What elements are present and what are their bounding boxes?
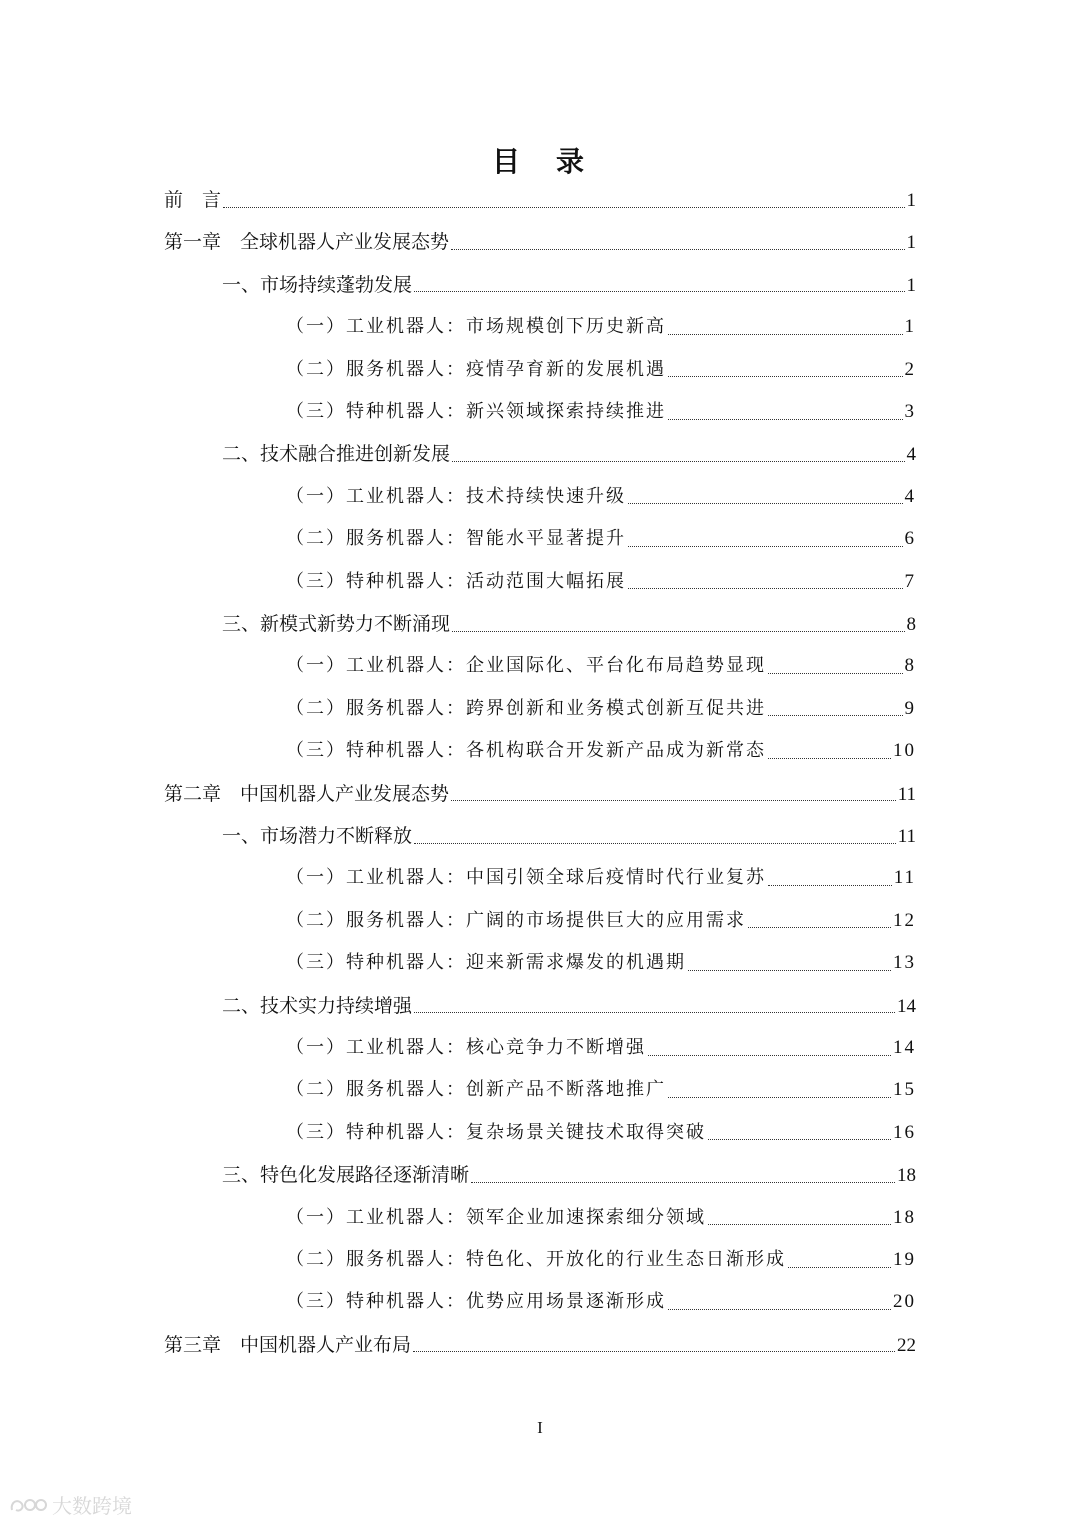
toc-entry[interactable]	[222, 989, 916, 1023]
toc-entry-label: 第一章 全球机器人产业发展态势	[164, 231, 450, 254]
toc-entry-label: 第三章 中国机器人产业布局	[164, 1333, 412, 1356]
toc-entry-label: （三）特种机器人：优势应用场景逐渐形成	[286, 1291, 666, 1313]
toc-entry-page: 10	[893, 740, 916, 762]
toc-leader-dots	[223, 207, 904, 208]
toc-entry-label: （一）工业机器人：领军企业加速探索细分领域	[286, 1206, 706, 1228]
toc-entry[interactable]	[222, 819, 916, 853]
toc-entry-label: 一、市场持续蓬勃发展	[222, 273, 413, 296]
toc-leader-dots	[668, 376, 903, 377]
toc-entry-page: 19	[893, 1249, 916, 1270]
toc-leader-dots	[768, 715, 903, 716]
toc-leader-dots	[628, 588, 903, 589]
toc-leader-dots	[668, 1309, 891, 1310]
toc-entry-label: （一）工业机器人：技术持续快速升级	[286, 485, 626, 507]
toc-leader-dots	[748, 927, 891, 928]
toc-entry-page: 9	[904, 697, 916, 719]
toc-entry-label: （二）服务机器人：特色化、开放化的行业生态日渐形成	[286, 1249, 786, 1270]
toc-leader-dots	[788, 1267, 891, 1268]
toc-entry-page: 3	[904, 401, 916, 422]
toc-entry-page: 7	[904, 570, 916, 592]
toc-leader-dots	[471, 1182, 895, 1183]
toc-entry-label: （三）特种机器人：新兴领域探索持续推进	[286, 401, 666, 422]
toc-entry-label: 第二章 中国机器人产业发展态势	[164, 782, 450, 805]
toc-leader-dots	[688, 970, 891, 971]
toc-entry-label: 三、特色化发展路径逐渐清晰	[222, 1164, 470, 1187]
toc-entry-label: （三）特种机器人：迎来新需求爆发的机遇期	[286, 952, 686, 974]
toc-entry-label: （二）服务机器人：广阔的市场提供巨大的应用需求	[286, 909, 746, 931]
toc-entry-page: 4	[906, 444, 916, 466]
toc-entry-page: 4	[904, 485, 916, 507]
toc-entry-page: 1	[906, 274, 916, 296]
toc-leader-dots	[628, 503, 903, 504]
toc-leader-dots	[768, 673, 903, 674]
toc-leader-dots	[768, 758, 891, 759]
toc-leader-dots	[451, 800, 896, 801]
toc-entry[interactable]	[164, 1328, 916, 1362]
toc-leader-dots	[414, 843, 896, 844]
toc-entry-page: 15	[893, 1079, 916, 1101]
toc-entry[interactable]	[286, 649, 916, 683]
toc-entry-label: （二）服务机器人：跨界创新和业务模式创新互促共进	[286, 697, 766, 719]
toc-entry-page: 18	[897, 1165, 916, 1187]
toc-entry-page: 6	[904, 528, 916, 550]
toc-entry[interactable]	[286, 310, 916, 344]
toc-entry[interactable]	[286, 1073, 916, 1107]
toc-entry-label: 二、技术实力持续增强	[222, 994, 413, 1017]
toc-entry[interactable]	[286, 480, 916, 514]
toc-title: 目 录	[491, 145, 588, 178]
toc-entry[interactable]	[286, 734, 916, 768]
toc-entry[interactable]	[286, 861, 916, 895]
toc-entry-page: 18	[893, 1206, 916, 1228]
toc-entry-page: 11	[897, 826, 916, 847]
toc-entry-page: 14	[897, 995, 916, 1017]
toc-entry-page: 1	[904, 316, 916, 338]
toc-entry-page: 8	[906, 614, 916, 635]
toc-entry[interactable]	[222, 1158, 916, 1192]
toc-entry-label: （二）服务机器人：创新产品不断落地推广	[286, 1079, 666, 1101]
toc-entry-label: （一）工业机器人：中国引领全球后疫情时代行业复苏	[286, 867, 766, 889]
toc-leader-dots	[414, 291, 904, 292]
toc-entry[interactable]	[286, 904, 916, 938]
watermark-text: 大数跨境	[52, 1494, 132, 1518]
toc-entry-label: 前 言	[164, 189, 222, 211]
toc-leader-dots	[668, 419, 903, 420]
toc-entry-label: （一）工业机器人：企业国际化、平台化布局趋势显现	[286, 655, 766, 677]
toc-leader-dots	[451, 249, 904, 250]
toc-entry[interactable]	[164, 225, 916, 259]
toc-entry-page: 11	[897, 783, 916, 805]
toc-entry[interactable]	[286, 353, 916, 387]
toc-leader-dots	[452, 631, 904, 632]
toc-leader-dots	[452, 461, 904, 462]
toc-entry-label: 一、市场潜力不断释放	[222, 825, 413, 847]
toc-entry-page: 8	[904, 655, 916, 677]
toc-entry[interactable]	[286, 1201, 916, 1235]
toc-entry-page: 2	[904, 358, 916, 380]
toc-leader-dots	[668, 334, 903, 335]
toc-entry[interactable]	[286, 1243, 916, 1277]
toc-entry-page: 1	[906, 190, 916, 211]
toc-entry-page: 16	[893, 1121, 916, 1143]
toc-leader-dots	[708, 1224, 891, 1225]
toc-entry-label: （三）特种机器人：各机构联合开发新产品成为新常态	[286, 740, 766, 762]
toc-leader-dots	[414, 1012, 895, 1013]
toc-entry-page: 13	[893, 952, 916, 974]
toc-entry-page: 22	[897, 1334, 916, 1356]
toc-entry-label: 三、新模式新势力不断涌现	[222, 613, 451, 635]
toc-entry[interactable]	[164, 777, 916, 811]
toc-entry[interactable]	[286, 1116, 916, 1150]
watermark-logo-icon	[8, 1494, 48, 1516]
toc-entry-label: （一）工业机器人：市场规模创下历史新高	[286, 316, 666, 338]
toc-entry[interactable]	[286, 692, 916, 726]
toc-leader-dots	[668, 1097, 891, 1098]
toc-entry-label: 二、技术融合推进创新发展	[222, 443, 451, 466]
toc-entry[interactable]	[286, 395, 916, 429]
toc-entry-page: 11	[893, 867, 916, 889]
toc-entry-label: （三）特种机器人：复杂场景关键技术取得突破	[286, 1121, 706, 1143]
page-number: I	[537, 1418, 543, 1437]
toc-leader-dots	[413, 1351, 895, 1352]
toc-entry[interactable]	[164, 183, 916, 217]
toc-entry-label: （三）特种机器人：活动范围大幅拓展	[286, 570, 626, 592]
toc-entry[interactable]	[286, 565, 916, 599]
toc-entry-label: （二）服务机器人：疫情孕育新的发展机遇	[286, 358, 666, 380]
toc-entry[interactable]	[286, 1031, 916, 1065]
toc-leader-dots	[708, 1139, 891, 1140]
toc-entry[interactable]	[286, 1285, 916, 1319]
toc-entry-page: 1	[906, 232, 916, 254]
toc-entry-page: 20	[893, 1291, 916, 1313]
toc-entry-page: 12	[893, 909, 916, 931]
toc-entry[interactable]	[222, 607, 916, 641]
toc-entry[interactable]	[222, 437, 916, 471]
toc-entry-label: （二）服务机器人：智能水平显著提升	[286, 528, 626, 550]
toc-leader-dots	[628, 546, 903, 547]
toc-entry[interactable]	[286, 522, 916, 556]
watermark	[8, 1490, 132, 1519]
toc-entry-label: （一）工业机器人：核心竞争力不断增强	[286, 1037, 646, 1058]
toc-entry[interactable]	[222, 268, 916, 302]
toc-entry-page: 14	[893, 1037, 916, 1058]
toc-leader-dots	[768, 885, 892, 886]
toc-leader-dots	[648, 1055, 891, 1056]
toc-entry[interactable]	[286, 946, 916, 980]
